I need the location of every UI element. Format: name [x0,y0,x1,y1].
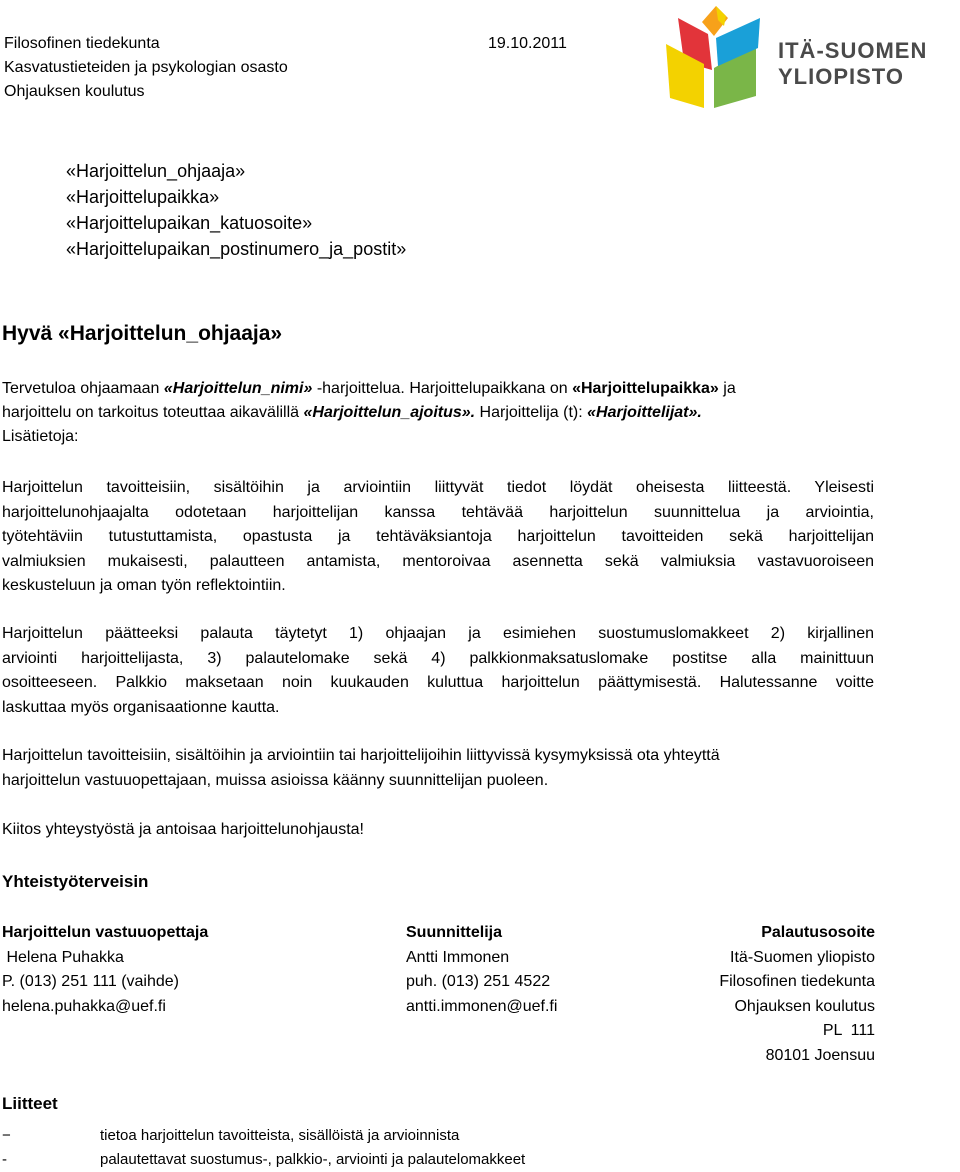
attachments-list [2,1124,525,1172]
logo-text [778,38,927,90]
list-bullet: − [2,1127,11,1144]
teacher-title: Harjoittelun vastuuopettaja [2,924,209,941]
paragraph-line: harjoittelunohjaajalta odotetaan harjoittelijan kanssa tehtävää harjoittelun suunnittelua ja arviointia, [2,503,874,521]
return-address-line: PL 111 [822,1022,875,1039]
return-address-line: 80101 Joensuu [765,1046,875,1064]
letter-date: 19.10.2011 [488,35,567,52]
planner-name: Antti Immonen [406,948,510,966]
paragraph-line: Harjoittelun tavoitteisiin, sisältöihin ja arviointiin tai harjoittelijoihin liittyvissä kysymyksissä ota yhteyttä [2,747,720,764]
planner-email[interactable]: antti.immonen@uef.fi [406,997,558,1015]
planner-phone: puh. (013) 251 4522 [406,973,551,990]
paragraph-line: laskuttaa myös organisaationne kautta. [2,698,280,716]
recipient-address [66,158,406,262]
return-address-line: Filosofinen tiedekunta [719,973,875,990]
unit-name: Ohjauksen koulutus [4,83,145,100]
teacher-name: Helena Puhakka [2,948,124,966]
greeting: Hyvä «Harjoittelun_ohjaaja» [2,322,283,345]
university-logo-mark [660,4,775,114]
attachment-item [2,1148,525,1172]
list-bullet: - [2,1151,7,1168]
closing-heading: Yhteistyöterveisin [2,872,149,891]
attachment-item [2,1124,525,1148]
contact-planner [406,921,557,1019]
intro-text-part: Harjoittelija (t): [475,404,588,421]
paragraph-contact [2,744,874,793]
teacher-email[interactable]: helena.puhakka@uef.fi [2,997,166,1015]
recipient-line: «Harjoittelupaikan_katuosoite» [66,213,313,233]
paragraph-line: Harjoittelun päätteeksi palauta täytetyt 1) ohjaajan ja esimiehen suostumuslomakkeet 2) kirjallinen [2,625,874,642]
department-name: Kasvatustieteiden ja psykologian osasto [4,59,288,76]
field-harjoittelijat: «Harjoittelijat». [587,404,702,421]
recipient-line: «Harjoittelupaikan_postinumero_ja_postit» [66,239,407,259]
return-address-title: Palautusosoite [761,924,875,941]
paragraph-line: osoitteeseen. Palkkio maksetaan noin kuukauden kuluttua harjoittelun päättymisestä. Halutessanne voitte [2,674,874,691]
intro-text-part: ja [718,380,736,397]
return-address-line: Itä-Suomen yliopisto [730,948,875,966]
logo-text-line1: ITÄ-SUOMEN [778,38,928,63]
return-address-line: Ohjauksen koulutus [734,997,875,1015]
university-logo [660,4,930,114]
paragraph-goals [2,476,874,599]
paragraph-line: arviointi harjoittelijasta, 3) palautelomake sekä 4) palkkionmaksatuslomake postitse alla mainittuun [2,649,874,667]
header [4,32,288,104]
paragraph-line: työtehtäviin tutustuttamista, opastusta ja tehtäväksiantoja harjoittelun tavoitteiden sekä harjoittelijan [2,528,874,545]
planner-title: Suunnittelija [406,924,502,941]
intro-text-part: Tervetuloa ohjaamaan [2,380,164,397]
logo-text-line2: YLIOPISTO [778,64,904,89]
intro-text-part: -harjoittelua. Harjoittelupaikkana on [312,380,573,397]
intro-line [2,401,872,425]
paragraph-return [2,622,874,720]
intro-text [2,377,872,449]
field-harjoittelupaikka: «Harjoittelupaikka» [572,380,719,397]
attachment-text: palautettavat suostumus-, palkkio-, arviointi ja palautelomakkeet [100,1151,526,1168]
contact-teacher [2,921,208,1019]
paragraph-line: Harjoittelun tavoitteisiin, sisältöihin ja arviointiin liittyvät tiedot löydät oheisesta liitteestä. Yleisesti [2,479,874,496]
recipient-line: «Harjoittelupaikka» [66,187,220,207]
field-harjoittelun-nimi: «Harjoittelun_nimi» [163,380,313,397]
paragraph-line: valmiuksien mukaisesti, palautteen antamista, mentoroivaa asennetta sekä valmiuksia vastavuoroiseen [2,552,874,570]
intro-line: Lisätietoja: [2,428,79,445]
return-address [640,921,875,1068]
paragraph-line: keskusteluun ja oman työn reflektointiin. [2,577,286,594]
paragraph-line: harjoittelun vastuuopettajaan, muissa asioissa käänny suunnittelijan puoleen. [2,771,549,789]
attachments-heading: Liitteet [2,1094,58,1113]
recipient-line: «Harjoittelun_ohjaaja» [66,161,246,181]
faculty-name: Filosofinen tiedekunta [4,35,160,52]
intro-line [2,377,872,401]
intro-text-part: harjoittelu on tarkoitus toteuttaa aikavälillä [2,404,304,421]
teacher-phone: P. (013) 251 111 (vaihde) [2,973,180,990]
thanks-line: Kiitos yhteystyöstä ja antoisaa harjoittelunohjausta! [2,821,364,838]
attachment-text: tietoa harjoittelun tavoitteista, sisällöistä ja arvioinnista [100,1127,460,1144]
field-harjoittelun-ajoitus: «Harjoittelun_ajoitus». [303,404,476,421]
